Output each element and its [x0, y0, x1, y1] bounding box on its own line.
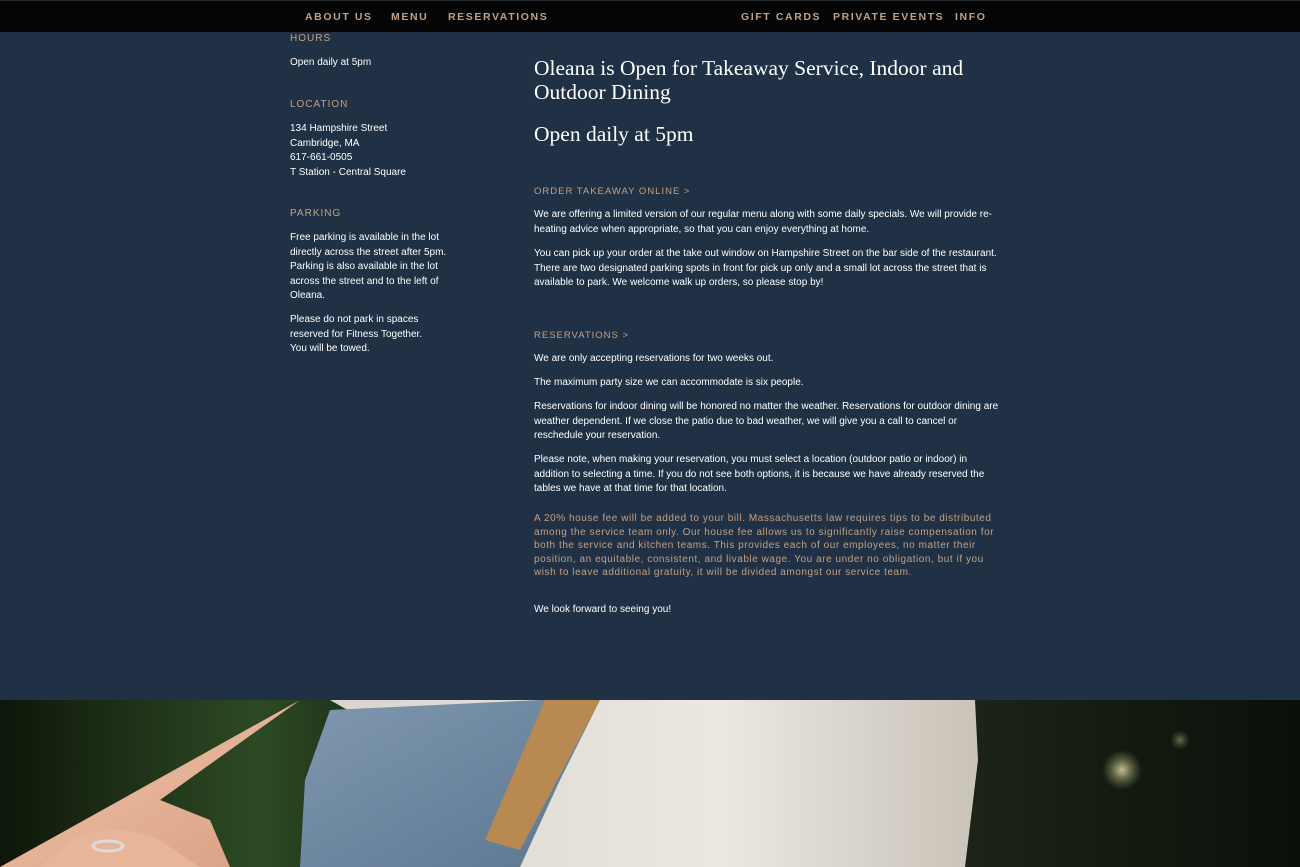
- bokeh-light: [1102, 750, 1142, 790]
- reservations-link[interactable]: RESERVATIONS >: [534, 330, 630, 341]
- parking-text-1: Free parking is available in the lot directly across the street after 5pm. Parking is also available in the lot across the street and to the left of Oleana.: [290, 232, 447, 301]
- page-subtitle: Open daily at 5pm: [534, 122, 694, 146]
- page-title: Oleana is Open for Takeaway Service, Indoor and Outdoor Dining: [534, 56, 964, 104]
- house-fee-note: A 20% house fee will be added to your bill. Massachusetts law requires tips to be distributed among the service team only. Our house fee allows us to significantly raise compensation for both the service and kitchen teams. This provides each of our employees, no matter their position, an equitable, consistent, and livable wage. You are under no obligation, but if you wish to leave additional gratuity, it will be divided amongst our service team.: [534, 513, 995, 579]
- address-city: Cambridge, MA: [290, 137, 360, 149]
- phone-link[interactable]: 617-661-0505: [290, 152, 353, 163]
- top-nav: [0, 0, 1300, 32]
- hours-heading: HOURS: [290, 33, 332, 44]
- reservations-paragraph-3: Reservations for indoor dining will be honored no matter the weather. Reservations for outdoor dining are weather dependent. If we close the patio due to bad weather, we will give you a call to cancel or reschedule your reservation.: [534, 401, 999, 441]
- hero-photo: [0, 700, 1300, 867]
- nav-private-events-link[interactable]: PRIVATE EVENTS: [833, 11, 945, 23]
- address-street: 134 Hampshire Street: [290, 123, 388, 134]
- transit-station: T Station - Central Square: [290, 166, 406, 178]
- location-address: [290, 122, 465, 180]
- nav-gift-cards-link[interactable]: GIFT CARDS: [741, 11, 822, 23]
- location-heading: LOCATION: [290, 99, 349, 110]
- bokeh-light: [1170, 730, 1190, 750]
- closing-text: We look forward to seeing you!: [534, 604, 672, 615]
- nav-info-link[interactable]: INFO: [955, 11, 987, 23]
- parking-text-2: Please do not park in spaces reserved for Fitness Together. You will be towed.: [290, 314, 423, 354]
- reservations-paragraph-4: Please note, when making your reservation, you must select a location (outdoor patio or indoor) in addition to selecting a time. If you do not see both options, it is because we have already reserved the tables we have at that time for that location.: [534, 454, 985, 494]
- takeaway-paragraph-2: You can pick up your order at the take out window on Hampshire Street on the bar side of the restaurant. There are two designated parking spots in front for pick up only and a small lot across the street that is available to park. We welcome walk up orders, so please stop by!: [534, 248, 997, 288]
- reservations-paragraph-1: We are only accepting reservations for two weeks out.: [534, 353, 774, 364]
- takeaway-paragraph-1: We are offering a limited version of our regular menu along with some daily specials. We will provide re-heating advice when appropriate, so that you can enjoy everything at home.: [534, 209, 992, 235]
- order-takeaway-link[interactable]: ORDER TAKEAWAY ONLINE >: [534, 186, 691, 197]
- nav-menu-link[interactable]: MENU: [391, 11, 429, 23]
- nav-about-us-link[interactable]: ABOUT US: [305, 11, 373, 23]
- nav-reservations-link[interactable]: RESERVATIONS: [448, 11, 549, 23]
- photo-illustration: [0, 700, 1300, 867]
- reservations-paragraph-2: The maximum party size we can accommodate is six people.: [534, 377, 804, 388]
- parking-heading: PARKING: [290, 208, 342, 219]
- hours-text: Open daily at 5pm: [290, 57, 372, 68]
